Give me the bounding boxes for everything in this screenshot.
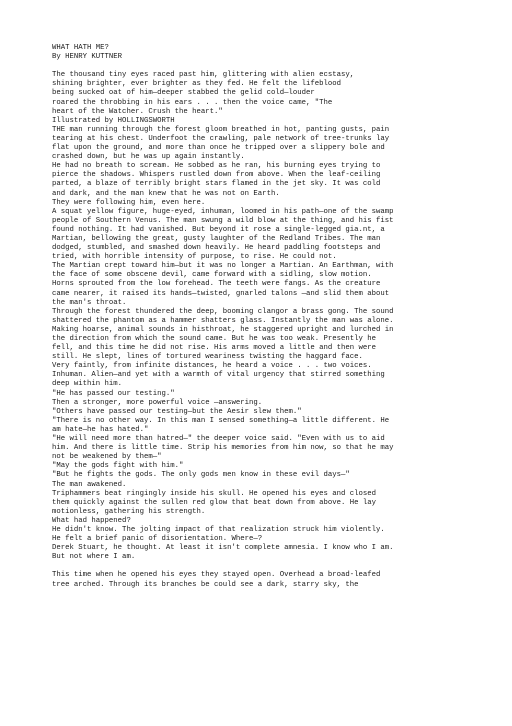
text-line: "Others have passed our testing—but the Aesir slew them.": [52, 407, 302, 416]
text-line: flat upon the ground, and more than once he tripped over a slippery bole and: [52, 144, 385, 153]
text-line: tree arched. Through its branches be could see a dark, starry sky, the: [52, 580, 359, 589]
text-line: them quickly against the sullen red glow that beat down from above. He lay: [52, 498, 377, 507]
text-line: parted, a blaze of terribly bright stars flamed in the jet sky. It was cold: [52, 180, 381, 189]
spacer: [52, 62, 512, 71]
text-line: roared the throbbing in his ears . . . then the voice came, "The: [52, 98, 333, 107]
text-line: the direction from which the sound came. But he was too weak. Presently he: [52, 335, 377, 343]
story-title: WHAT HATH ME?: [52, 44, 109, 52]
text-line: Very faintly, from infinite distances, he heard a voice . . . two voices.: [52, 362, 372, 371]
text-line: still. He slept, lines of tortured weariness twisting the haggard face.: [52, 353, 363, 362]
text-line: But not where I am.: [52, 553, 136, 562]
closing-block: [52, 571, 512, 589]
text-line: The thousand tiny eyes raced past him, glittering with alien ecstasy,: [52, 71, 355, 80]
text-line: The man awakened.: [52, 480, 127, 489]
text-line: He had no breath to scream. He sobbed as he ran, his burning eyes trying to: [52, 162, 381, 171]
body-text: [52, 126, 512, 563]
text-line: Through the forest thundered the deep, booming clangor a brass gong. The sound: [52, 307, 394, 316]
text-line: Inhuman. Alien—and yet with a warmth of vital urgency that stirred something: [52, 371, 385, 380]
text-line: tearing at his chest. Underfoot the crawling, pale network of tree-trunks lay: [52, 134, 390, 143]
intro-block: [52, 71, 512, 116]
text-line: He felt a brief panic of disorientation. Where—?: [52, 535, 263, 544]
text-line: "May the gods fight with him.": [52, 462, 184, 471]
text-line: not be weakened by them—": [52, 453, 162, 462]
spacer: [52, 562, 512, 571]
text-line: fell, and this time he did not rise. His arms moved a little and then were: [52, 344, 377, 353]
text-line: pierce the shadows. Whispers rustled down from above. When the leaf-ceiling: [52, 171, 381, 180]
text-line: found nothing. It had vanished. But beyond it rose a single-legged gia.nt, a: [52, 225, 385, 234]
text-line: am hate—he has hated.": [52, 425, 149, 434]
text-line: What had happened?: [52, 516, 131, 525]
text-line: "There is no other way. In this man I sensed something—a little different. He: [52, 416, 390, 425]
text-line: The Martian crept toward him—but it was no longer a Martian. An Earthman, with: [52, 262, 394, 271]
text-line: people of Southern Venus. The man swung a wild blow at the thing, and his fist: [52, 216, 394, 225]
text-line: Triphammers beat ringingly inside his skull. He opened his eyes and closed: [52, 489, 377, 498]
text-line: heart of the Watcher. Crush the heart.": [52, 107, 223, 116]
text-line: him. And there is little time. Strip his memories from him now, so that he may: [52, 444, 394, 453]
text-line: motionless, gathering his strength.: [52, 507, 206, 516]
illustrator-credit: Illustrated by HOLLINGSWORTH: [52, 116, 175, 125]
text-line: shattered the phantom as a hammer shatters glass. Instantly the man was alone.: [52, 316, 394, 325]
text-line: They were following him, even here.: [52, 198, 206, 207]
text-line: Making hoarse, animal sounds in histhroat, he staggered upright and lurched in: [52, 325, 394, 334]
text-line: A squat yellow figure, huge-eyed, inhuman, loomed in his path—one of the swamp: [52, 207, 394, 216]
text-line: tried, with horrible intensity of purpose, to rise. He could not.: [52, 253, 337, 262]
text-line: Horns sprouted from the low forehead. The teeth were fangs. As the creature: [52, 280, 381, 289]
text-line: Martian, bellowing the great, gusty laughter of the Redland Tribes. The man: [52, 234, 381, 243]
text-line: being sucked oat of him—deeper stabbed the gelid cold—louder: [52, 89, 315, 98]
text-line: the face of some obscene devil, came forward with a sidling, slow motion.: [52, 271, 372, 280]
text-line: "But he fights the gods. The only gods men know in these evil days—": [52, 471, 350, 480]
text-line: crashed down, but he was up again instantly.: [52, 153, 245, 162]
text-line: Derek Stuart, he thought. At least it isn't complete amnesia. I know who I am.: [52, 544, 394, 553]
text-line: He didn't know. The jolting impact of that realization struck him violently.: [52, 525, 385, 534]
text-line: Then a stronger, more powerful voice —answering.: [52, 398, 263, 407]
text-line: shining brighter, ever brighter as they fed. He felt the lifeblood: [52, 80, 342, 89]
text-line: the man's throat.: [52, 298, 127, 307]
text-line: came nearer, it raised its hands—twisted, gnarled talons —and slid them about: [52, 289, 390, 298]
text-line: deep within him.: [52, 380, 123, 389]
text-line: "He has passed our testing.": [52, 389, 175, 398]
text-line: THE man running through the forest gloom breathed in hot, panting gusts, pain: [52, 125, 390, 134]
text-line: and dark, and the man knew that he was not on Earth.: [52, 189, 280, 198]
text-line: dodged, stumbled, and smashed down heavily. He heard paddling footsteps and: [52, 244, 381, 253]
byline: By HENRY KUTTNER: [52, 53, 123, 62]
text-line: This time when he opened his eyes they stayed open. Overhead a broad-leafed: [52, 571, 381, 580]
text-line: "He will need more than hatred—" the deeper voice said. "Even with us to aid: [52, 435, 385, 444]
